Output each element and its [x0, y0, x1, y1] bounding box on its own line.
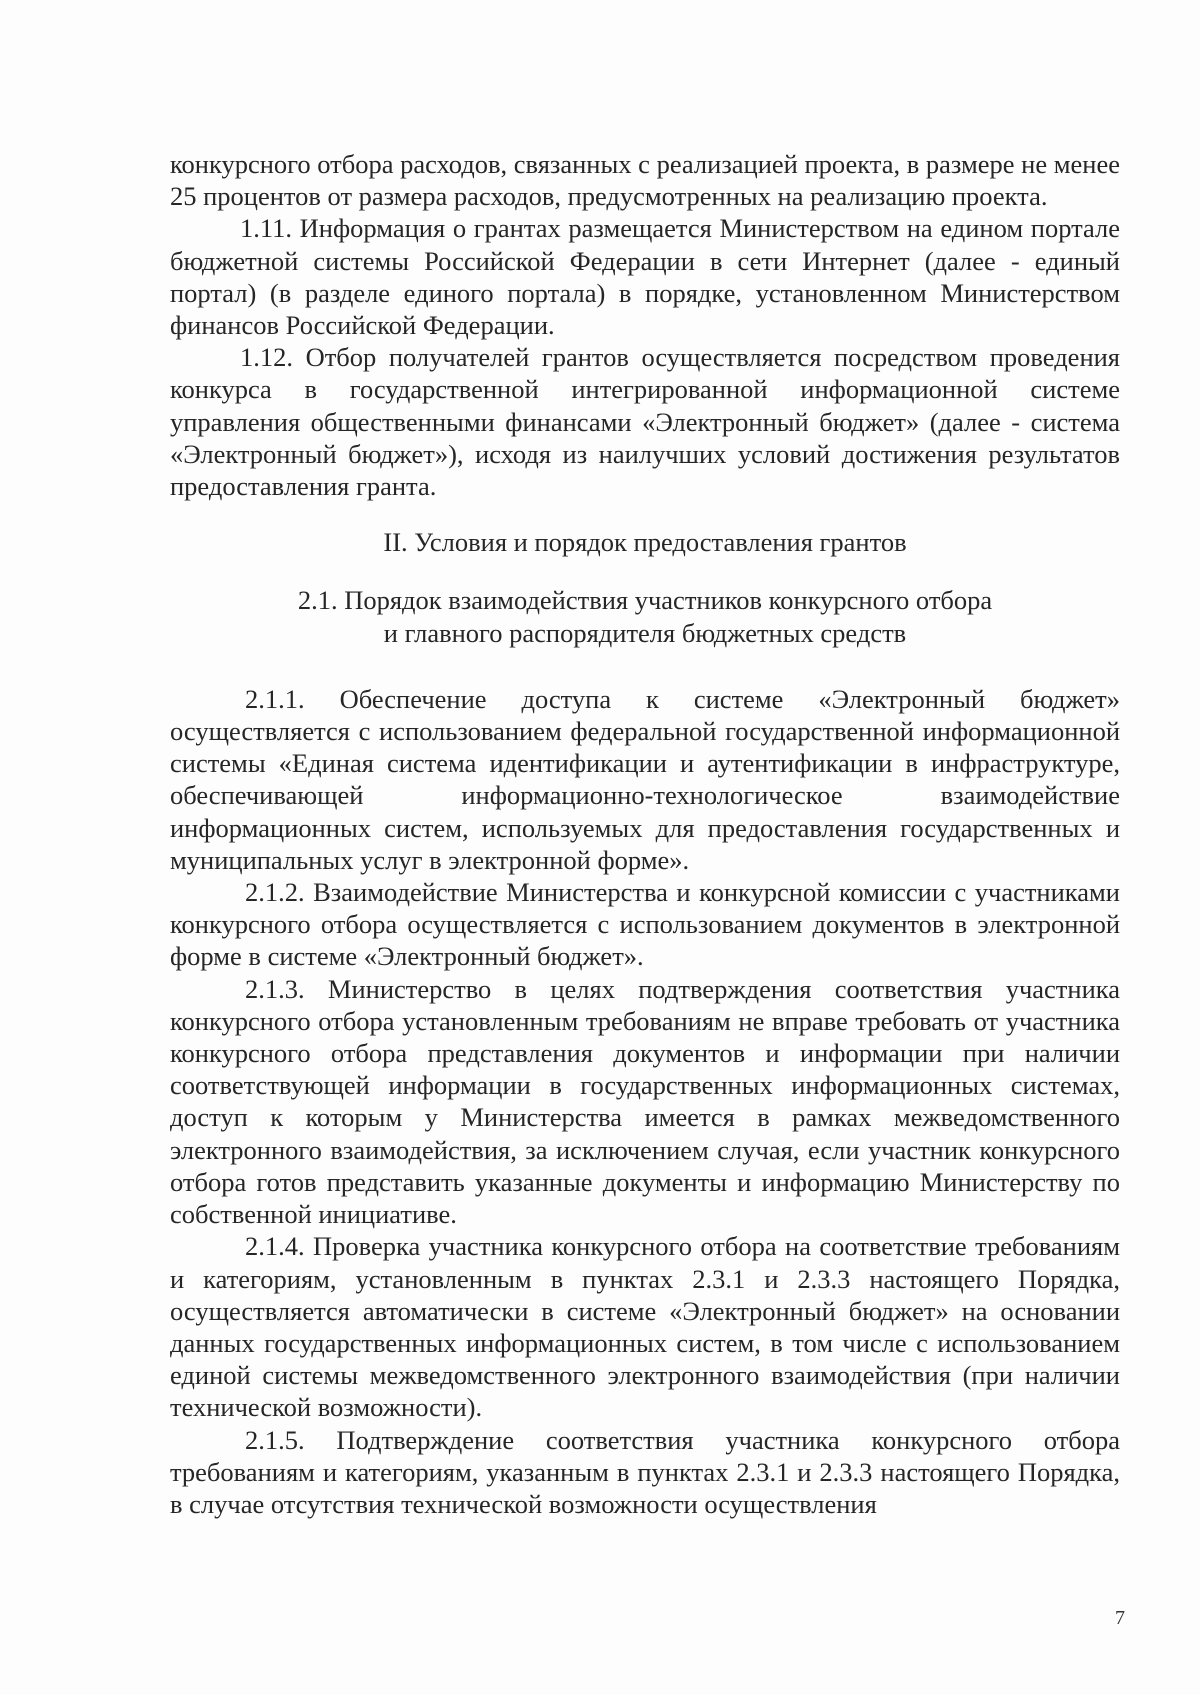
paragraph-2-1-5: 2.1.5. Подтверждение соответствия участника конкурсного отбора требованиям и категориям, указанным в пунктах 2.3.1 и 2.3.3 настоящего Порядка, в случае отсутствия технической возможности осуществления — [170, 1424, 1120, 1519]
paragraph-2-1-3: 2.1.3. Министерство в целях подтверждения соответствия участника конкурсного отбора установленным требованиям не вправе требовать от участника конкурсного отбора представления документов и информации при наличии соответствующей информации в государственных информационных системах, доступ к которым у Министерства имеется в рамках межведомственного электронного взаимодействия, за исключением случая, если участник конкурсного отбора готов представить указанные документы и информацию Министерству по собственной инициативе. — [170, 973, 1120, 1230]
paragraph-2-1-1: 2.1.1. Обеспечение доступа к системе «Электронный бюджет» осуществляется с использованием федеральной государственной информационной системы «Единая система идентификации и аутентификации в инфраструктуре, обеспечивающей информационно-технологическое взаимодействие информационных систем, используемых для предоставления государственных и муниципальных услуг в электронной форме». — [170, 683, 1120, 875]
paragraph-2-1-4: 2.1.4. Проверка участника конкурсного отбора на соответствие требованиям и категориям, установленным в пунктах 2.3.1 и 2.3.3 настоящего Порядка, осуществляется автоматически в системе «Электронный бюджет» на основании данных государственных информационных систем, в том числе с использованием единой системы межведомственного электронного взаимодействия (при наличии технической возможности). — [170, 1231, 1120, 1423]
subsection-heading-line-1: 2.1. Порядок взаимодействия участников конкурсного отбора — [297, 585, 993, 616]
page-number: 7 — [1115, 1607, 1125, 1629]
subsection-heading — [170, 584, 1120, 648]
subsection-heading-line-2: и главного распорядителя бюджетных средств — [383, 617, 907, 648]
section-heading: II. Условия и порядок предоставления грантов — [383, 527, 907, 558]
paragraph-continuation: конкурсного отбора расходов, связанных с реализацией проекта, в размере не менее 25 процентов от размера расходов, предусмотренных на реализацию проекта. — [170, 149, 1120, 212]
paragraph-1-11: 1.11. Информация о грантах размещается Министерством на едином портале бюджетной системы Российской Федерации в сети Интернет (далее - единый портал) (в разделе единого портала) в порядке, установленном Министерством финансов Российской Федерации. — [170, 213, 1120, 341]
document-body — [170, 148, 1120, 1520]
paragraph-1-12: 1.12. Отбор получателей грантов осуществляется посредством проведения конкурса в государственной интегрированной информационной системе управления общественными финансами «Электронный бюджет» (далее - система «Электронный бюджет»), исходя из наилучших условий достижения результатов предоставления гранта. — [170, 342, 1120, 502]
paragraph-2-1-2: 2.1.2. Взаимодействие Министерства и конкурсной комиссии с участниками конкурсного отбора осуществляется с использованием документов в электронной форме в системе «Электронный бюджет». — [170, 877, 1120, 972]
